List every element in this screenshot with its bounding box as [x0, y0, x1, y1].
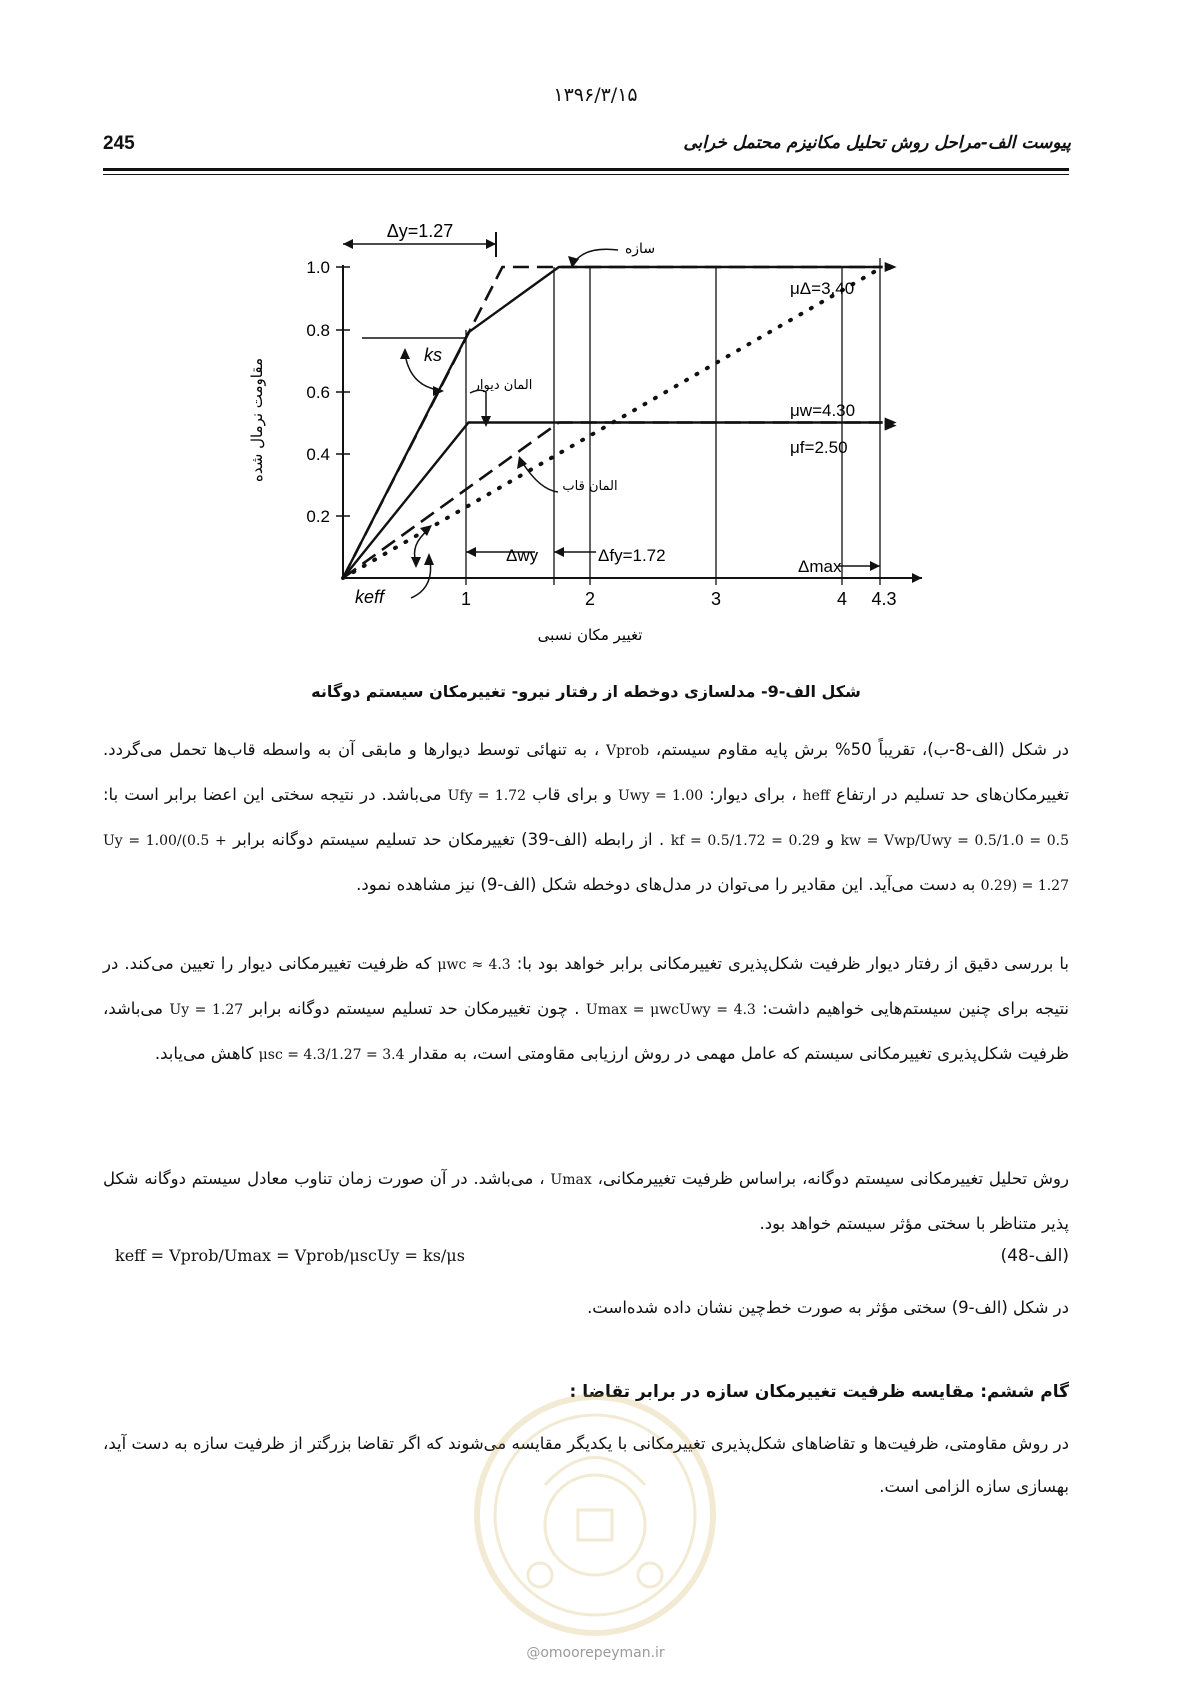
page-number: 245 — [103, 133, 135, 154]
p2-math: μsc = 4.3/1.27 = 3.4 — [258, 1047, 405, 1063]
p2-math: Umax = μwcUwy = 4.3 — [585, 1002, 756, 1018]
delta-y-label: Δy=1.27 — [386, 221, 454, 241]
p1-text: ، به تنهائی توسط دیوارها و مابقی آن به واسطه قاب‌ها تحمل می‌گردد. تغییرمکان‌های حد تسلیم در ارتفاع — [103, 740, 1069, 804]
paragraph-2 — [103, 942, 1069, 1077]
x-axis-arrow — [912, 573, 922, 583]
header-rule — [103, 168, 1069, 171]
p1-math: kf = 0.5/1.72 = 0.29 — [670, 833, 820, 849]
equation-label: (الف-48) — [1000, 1246, 1069, 1266]
delta-y-arrow-left — [343, 239, 353, 249]
p2-math: Uy = 1.27 — [169, 1002, 244, 1018]
x-tick-label: 4 — [836, 589, 848, 609]
section-title: گام ششم: مقایسه ظرفیت تغییرمکان سازه در برابر تقاضا : — [569, 1382, 1069, 1402]
p3-math: Umax — [550, 1172, 592, 1188]
p1-text: . از رابطه (الف-39) تغییرمکان حد تسلیم سیستم دوگانه برابر — [233, 830, 665, 849]
p1-math: Ufy = 1.72 — [447, 788, 526, 804]
mu-delta-label: μΔ=3.40 — [790, 279, 855, 298]
paragraph-5: در روش مقاومتی، ظرفیت‌ها و تقاضاهای شکل‌پذیری تغییرمکانی با یکدیگر مقایسه می‌شوند که اگر تقاضا بزرگتر از ظرفیت سازه به دست آید، بهسازی سازه الزامی است. — [103, 1434, 1069, 1496]
paragraph-4: در شکل (الف-9) سختی مؤثر به صورت خط‌چین نشان داده شده‌است. — [587, 1298, 1069, 1317]
x-tick-label: 2 — [584, 589, 596, 609]
structure-leader — [574, 249, 618, 263]
keff-arrow-3 — [420, 525, 432, 536]
force-displacement-figure — [240, 215, 940, 670]
y-tick-label: 0.8 — [306, 321, 330, 340]
footer-watermark: @omoorepeyman.ir — [526, 1645, 665, 1661]
paragraph-3 — [103, 1157, 1069, 1245]
delta-wy-label: Δwy — [506, 546, 539, 565]
p1-text: و برای قاب — [532, 785, 612, 804]
p1-text: می‌باشد. در نتیجه سختی این اعضا برابر است با: — [103, 785, 442, 804]
p3-text: ، می‌باشد. در آن صورت زمان تناوب معادل سیستم دوگانه شکل پذیر متناظر با سختی مؤثر سیستم خواهد بود. — [103, 1169, 1069, 1233]
x-axis-title: تغییر مکان نسبی — [537, 626, 643, 644]
y-axis-title: مقاومت نرمال شده — [248, 358, 266, 482]
p3-text: روش تحلیل تغییرمکانی سیستم دوگانه، براساس ظرفیت تغییرمکانی، — [597, 1169, 1069, 1188]
p2-text: کاهش می‌یابد. — [154, 1044, 254, 1063]
y-tick-label: 0.2 — [306, 507, 330, 526]
mu-f-label: μf=2.50 — [790, 438, 848, 457]
x-tick-label: 4.3 — [871, 589, 897, 609]
frame-element-label: المان قاب — [562, 479, 618, 494]
x-tick-label: 1 — [460, 589, 472, 609]
mu-w-label: μw=4.30 — [790, 401, 856, 420]
figure-caption: شکل الف-9- مدلسازی دوخطه از رفتار نیرو- تغییرمکان سیستم دوگانه — [311, 682, 861, 701]
p1-text: و — [826, 830, 835, 849]
p1-math: heff — [802, 788, 830, 804]
delta-max-label: Δmax — [798, 557, 842, 576]
header-rule-thin — [103, 174, 1069, 175]
p2-math: μwc ≈ 4.3 — [437, 957, 511, 973]
delta-fy-arrow — [554, 547, 564, 557]
keff-label: keff — [355, 587, 385, 607]
equation-48 — [103, 1246, 1069, 1276]
wall-element-label: المان دیوار — [473, 378, 533, 393]
p2-text: با بررسی دقیق از رفتار دیوار ظرفیت شکل‌پذیری تغییرمکانی برابر خواهد بود با: — [516, 954, 1069, 973]
delta-y-arrow-right — [486, 239, 496, 249]
keff-arrow-1 — [424, 553, 434, 565]
page-date: ۱۳۹۶/۳/۱۵ — [553, 84, 638, 106]
y-tick-label: 1.0 — [306, 258, 330, 277]
p2-text: . چون تغییرمکان حد تسلیم سیستم دوگانه برابر — [249, 999, 580, 1018]
p2-text: می‌باشد، ظرفیت شکل‌پذیری تغییرمکانی سیستم که عامل مهمی در روش ارزیابی مقاومتی است، به مقدار — [103, 999, 1069, 1063]
paragraph-1 — [103, 728, 1069, 908]
delta-wy-arrow — [466, 547, 476, 557]
p1-math: Uwy = 1.00 — [617, 788, 704, 804]
ks-label: ks — [424, 345, 442, 365]
keff-arrow-2 — [411, 557, 421, 568]
watermark-seal — [470, 1390, 720, 1640]
p1-text: ، برای دیوار: — [709, 785, 797, 804]
p2-text: که ظرفیت تغییرمکانی دیوار را تعیین می‌کند. در نتیجه برای چنین سیستم‌هایی خواهیم داشت: — [103, 954, 1070, 1018]
delta-max-arrow — [870, 561, 880, 571]
equation-formula: keff = Vprob/Umax = Vprob/μscUy = ks/μs — [115, 1246, 465, 1265]
p1-text: به دست می‌آید. این مقادیر را می‌توان در مدل‌های دوخطه شکل (الف-9) نیز مشاهده نمود. — [356, 875, 976, 894]
frame-leader — [522, 462, 558, 492]
structure-label: سازه — [624, 241, 656, 257]
delta-fy-label: Δfy=1.72 — [598, 546, 666, 565]
arrow-structure — [885, 262, 897, 272]
p1-math: Vprob — [605, 743, 650, 759]
y-tick-label: 0.4 — [306, 445, 330, 464]
ks-arrow-top — [400, 348, 410, 359]
x-tick-label: 3 — [710, 589, 722, 609]
p1-text: در شکل (الف-8-ب)، تقریباً 50% برش پایه مقاوم سیستم، — [655, 740, 1069, 759]
p1-math: Uy = 1.00/(0.5 + 0.29) = 1.27 — [103, 833, 1069, 894]
y-tick-label: 0.6 — [306, 383, 330, 402]
running-title: پیوست الف-مراحل روش تحلیل مکانیزم محتمل خرابی — [683, 133, 1071, 153]
p1-math: kw = Vwp/Uwy = 0.5/1.0 = 0.5 — [840, 833, 1070, 849]
